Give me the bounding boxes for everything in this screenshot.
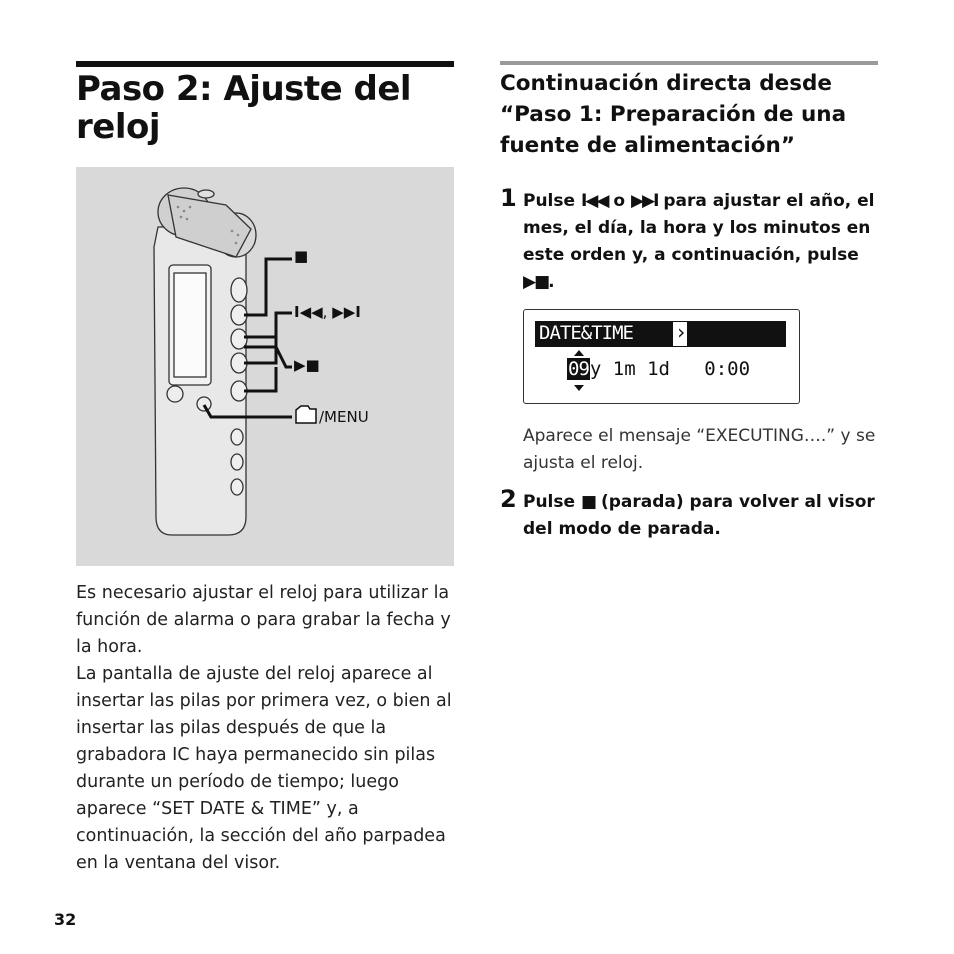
intro-paragraph-1: Es necesario ajustar el reloj para utilizar la función de alarma o para grabar la fecha y la hora. <box>76 583 451 657</box>
lcd-date-rest: y 1m 1d 0:00 <box>589 358 751 380</box>
lcd-year: 09 <box>568 358 589 380</box>
section-rule <box>500 61 878 65</box>
next-icon: ▶▶I <box>332 303 361 321</box>
play-stop-callout: ▶■ <box>294 356 320 374</box>
down-arrow-icon <box>574 385 584 391</box>
step-1-text: Pulse I◀◀ o ▶▶I para ajustar el año, el mes, el día, la hora y los minutos en este orden y, a continuación, pulse ▶■. <box>523 191 875 292</box>
next-icon: ▶▶I <box>630 191 658 211</box>
page-number: 32 <box>54 910 77 929</box>
step-1-number: 1 <box>500 184 517 212</box>
folder-icon <box>296 406 316 423</box>
menu-callout: /MENU <box>319 408 369 426</box>
executing-note: Aparece el mensaje “EXECUTING….” y se ajusta el reloj. <box>523 426 876 473</box>
lcd-title: DATE&TIME <box>539 322 633 344</box>
skip-callout: I◀◀, ▶▶I <box>294 303 361 321</box>
intro-paragraph-2: La pantalla de ajuste del reloj aparece al insertar las pilas por primera vez, o bien al insertar las pilas después de que la grabadora IC haya permanecido sin pilas durante un período de tiempo; luego aparece “SET DATE & TIME” y, a continuación, la sección del año parpadea en la ventana del visor. <box>76 664 452 873</box>
section-heading: Continuación directa desde “Paso 1: Preparación de una fuente de alimentación” <box>500 71 847 158</box>
stop-callout: ■ <box>294 247 309 265</box>
title-rule <box>76 61 454 67</box>
intro-text <box>76 580 456 877</box>
page-title: Paso 2: Ajuste del reloj <box>76 69 412 147</box>
stop-icon: ■ <box>580 492 596 512</box>
chevron-right-icon: › <box>675 320 688 344</box>
step-2-text: Pulse ■ (parada) para volver al visor del modo de parada. <box>523 492 875 539</box>
prev-icon: I◀◀ <box>294 303 323 321</box>
up-arrow-icon <box>574 350 584 356</box>
lcd-display <box>523 309 800 404</box>
recorder-drawing <box>76 167 454 566</box>
lcd-date-row <box>567 358 750 384</box>
step-2-number: 2 <box>500 485 517 513</box>
prev-icon: I◀◀ <box>580 191 608 211</box>
recorder-illustration <box>76 167 454 566</box>
lcd-title-bar <box>535 321 786 347</box>
play-stop-icon: ▶■ <box>523 272 549 292</box>
